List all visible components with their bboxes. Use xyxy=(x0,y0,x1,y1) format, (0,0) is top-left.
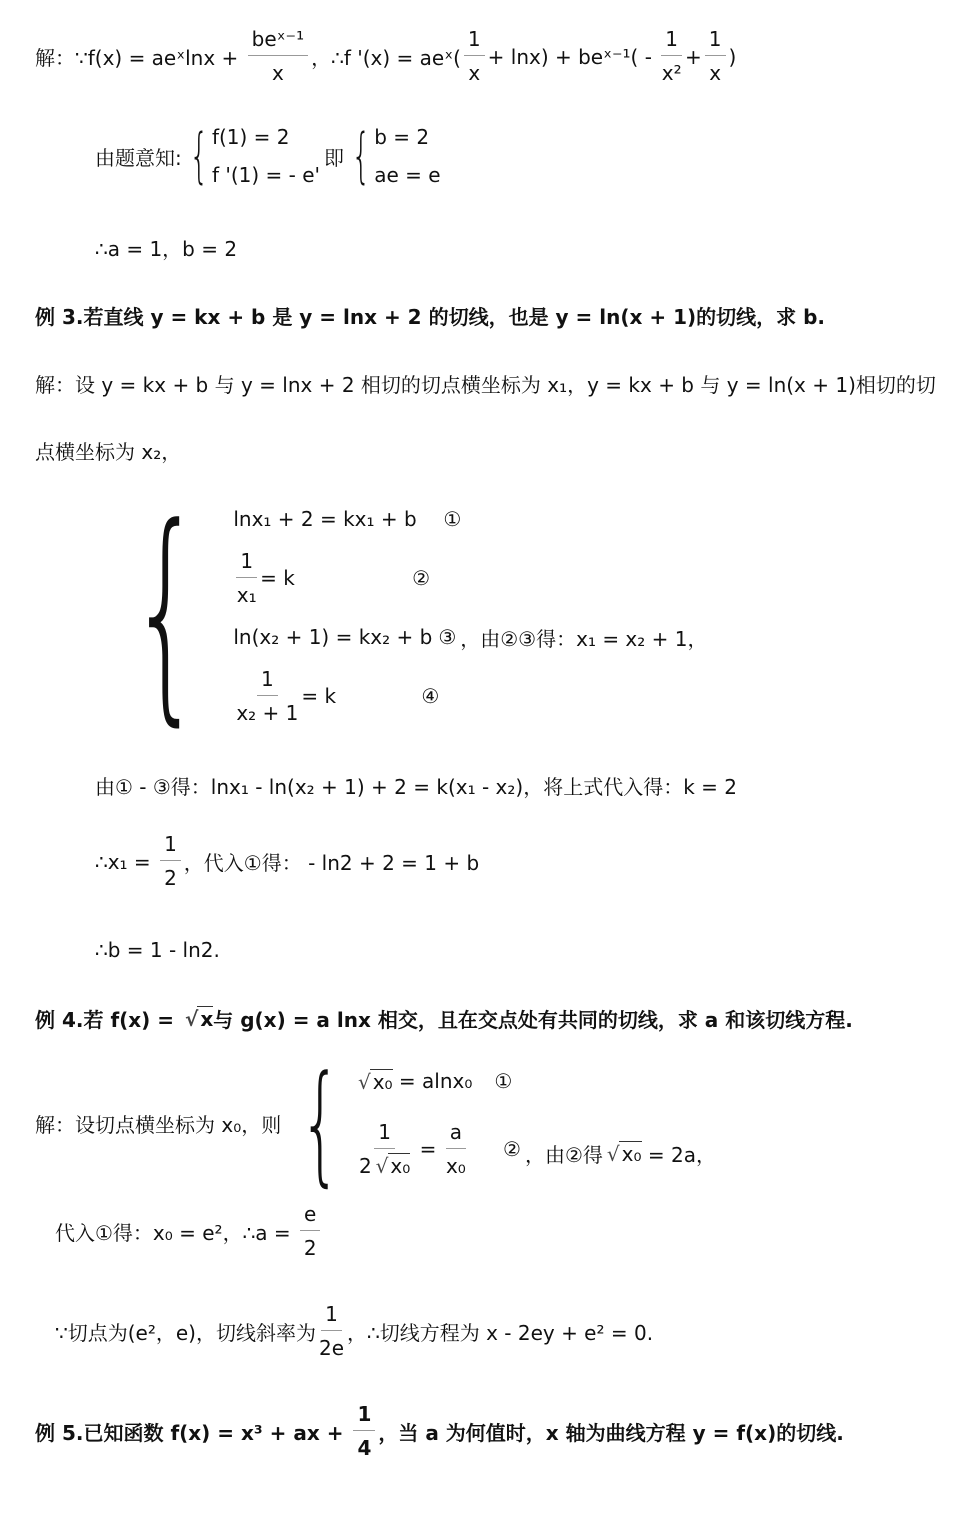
result-line: ∴a = 1，b = 2 xyxy=(95,237,238,261)
equation: ae = e xyxy=(374,163,441,187)
fraction: beˣ⁻¹ x xyxy=(248,28,308,85)
text: + lnx) + beˣ⁻¹( - xyxy=(487,44,659,69)
solution-line: 代入①得：x₀ = e²，∴a = $\frac{e}{2}$ xyxy=(55,1203,323,1260)
equation: ln(x₂ + 1) = kx₂ + b xyxy=(233,625,433,650)
fraction: 1 x² xyxy=(661,27,682,85)
condition-system: 由题意知: { f(1) = 2 f '(1) = - e' 即 { b = 2 ae = e xyxy=(95,121,441,191)
solution-line: 解：设 y = kx + b 与 y = lnx + 2 相切的切点横坐标为 x₁，y = kx + b 与 y = ln(x + 1)相切的切 xyxy=(35,373,936,397)
solution-line-1 xyxy=(35,28,736,85)
example-5-heading: 例 5.已知函数 f(x) = x³ + ax + $\frac{1}{4}$ ，当 a 为何值时，x 轴为曲线方程 y = f(x)的切线. xyxy=(35,1402,844,1460)
equation: lnx₁ + 2 = kx₁ + b xyxy=(233,507,417,532)
fraction: $\frac{1}{x}$ xyxy=(705,28,726,85)
equation-system: { lnx₁ + 2 = kx₁ + b ① $\frac{1}{\text{x₁}}$ = k ② ln(x₂ + 1) = kx₂ + b ③ ，由②③得：x₁ = x₂ + 1， $\frac{1}{\text{x₂ + 1}}$ = k ④ xyxy=(129,479,708,746)
circled-number: ② xyxy=(412,566,431,591)
circled-number: ③ xyxy=(438,625,457,650)
equation: b = 2 xyxy=(374,125,430,149)
example-3-heading: 例 3.若直线 y = kx + b 是 y = lnx + 2 的切线，也是 y = ln(x + 1)的切线，求 b. xyxy=(35,305,825,329)
solution-line: ∴x₁ = $\frac{1}{2}$ ，代入①得： - ln2 + 2 = 1 + b xyxy=(95,832,480,890)
text: ，∴f '(x) = aeˣ( xyxy=(311,46,461,70)
text: 解：∵f(x) = aeˣlnx + xyxy=(35,46,245,70)
result-line: ∴b = 1 - ln2. xyxy=(95,938,220,962)
example-4-heading: 例 4.若 f(x) = √ x 与 g(x) = a lnx 相交，且在交点处有共同的切线，求 a 和该切线方程. xyxy=(35,1004,853,1033)
circled-number: ④ xyxy=(421,684,440,709)
solution-line: 点横坐标为 x₂， xyxy=(35,440,182,464)
text: 由题意知: xyxy=(95,145,182,170)
circled-number: ① xyxy=(443,507,462,532)
fraction: 1 x xyxy=(464,28,485,85)
text: ) xyxy=(728,44,737,69)
equation: f(1) = 2 xyxy=(211,125,290,149)
solution-line: 解：设切点横坐标为 x₀，则 { √ x₀ = alnx₀ ① $\frac{1}{\text{2√ x₀}}$ = $\frac{a}{\text{x₀}}$ ② ，由②得 √ x₀ = 2a， xyxy=(35,1058,716,1188)
text: + xyxy=(685,44,702,69)
equation: f '(1) = - e' xyxy=(211,163,321,187)
text: ，由②③得：x₁ = x₂ + 1， xyxy=(460,626,708,651)
solution-line: 由① - ③得：lnx₁ - ln(x₂ + 1) + 2 = k(x₁ - x₂)，将上式代入得：k = 2 xyxy=(95,775,737,799)
text: 即 xyxy=(324,145,345,170)
solution-line: ∵切点为(e²，e)，切线斜率为 1 2e ，∴切线方程为 x - 2ey + e² = 0. xyxy=(55,1302,654,1360)
